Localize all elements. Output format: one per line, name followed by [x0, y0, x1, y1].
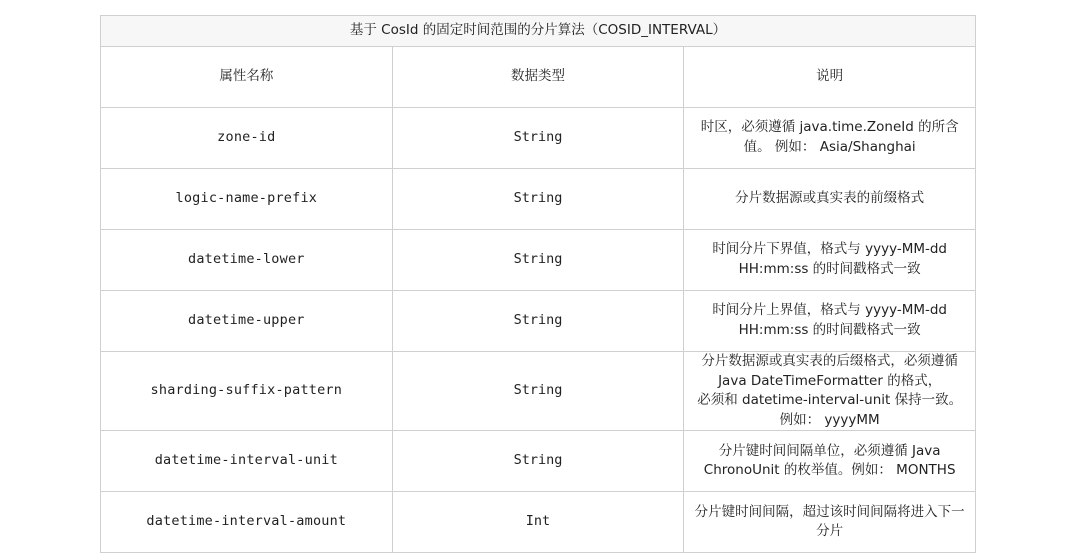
table-row: [101, 291, 976, 352]
description-line-1: 分片键时间间隔，超过该时间间隔将进入下一分片: [694, 503, 965, 540]
property-name: zone-id: [101, 108, 393, 169]
table-row: [101, 492, 976, 553]
description-line-1: 时间分片下界值，格式与 yyyy-MM-dd HH:mm:ss 的时间戳格式一致: [712, 241, 947, 277]
property-name: datetime-interval-amount: [101, 492, 393, 553]
property-description: [684, 492, 976, 553]
property-name: datetime-upper: [101, 291, 393, 352]
property-type: String: [392, 291, 684, 352]
spec-table-container: [100, 15, 976, 553]
table-row: [101, 108, 976, 169]
property-description: [684, 230, 976, 291]
description-line-1: 时区，必须遵循 java.time.ZoneId 的所含值。 例如： Asia/Shanghai: [700, 119, 959, 155]
property-type: String: [392, 230, 684, 291]
property-name: datetime-lower: [101, 230, 393, 291]
property-name: sharding-suffix-pattern: [101, 352, 393, 431]
column-header-type: 数据类型: [392, 47, 684, 108]
description-line-2: 必须和 datetime-interval-unit 保持一致。例如： yyyyMM: [697, 392, 963, 428]
sharding-algorithm-table: [100, 15, 976, 553]
table-caption-row: [101, 16, 976, 47]
property-type: String: [392, 352, 684, 431]
property-type: String: [392, 431, 684, 492]
property-type: Int: [392, 492, 684, 553]
property-description: [684, 352, 976, 431]
property-description: [684, 169, 976, 230]
table-caption: 基于 CosId 的固定时间范围的分片算法（COSID_INTERVAL）: [101, 16, 976, 47]
property-type: String: [392, 108, 684, 169]
property-description: [684, 108, 976, 169]
table-row: [101, 169, 976, 230]
table-row: [101, 431, 976, 492]
description-line-1: 分片数据源或真实表的后缀格式，必须遵循 Java DateTimeFormatter 的格式，: [701, 353, 958, 389]
description-line-1: 分片键时间间隔单位，必须遵循 Java ChronoUnit 的枚举值。例如： MONTHS: [703, 442, 956, 479]
column-header-description: 说明: [684, 47, 976, 108]
property-type: String: [392, 169, 684, 230]
property-name: datetime-interval-unit: [101, 431, 393, 492]
property-description: [684, 291, 976, 352]
description-line-1: 时间分片上界值，格式与 yyyy-MM-dd HH:mm:ss 的时间戳格式一致: [712, 302, 947, 338]
property-description: [684, 431, 976, 492]
column-header-name: 属性名称: [101, 47, 393, 108]
table-header-row: [101, 47, 976, 108]
table-row: [101, 352, 976, 431]
property-name: logic-name-prefix: [101, 169, 393, 230]
description-line-1: 分片数据源或真实表的前缀格式: [735, 190, 925, 207]
table-row: [101, 230, 976, 291]
